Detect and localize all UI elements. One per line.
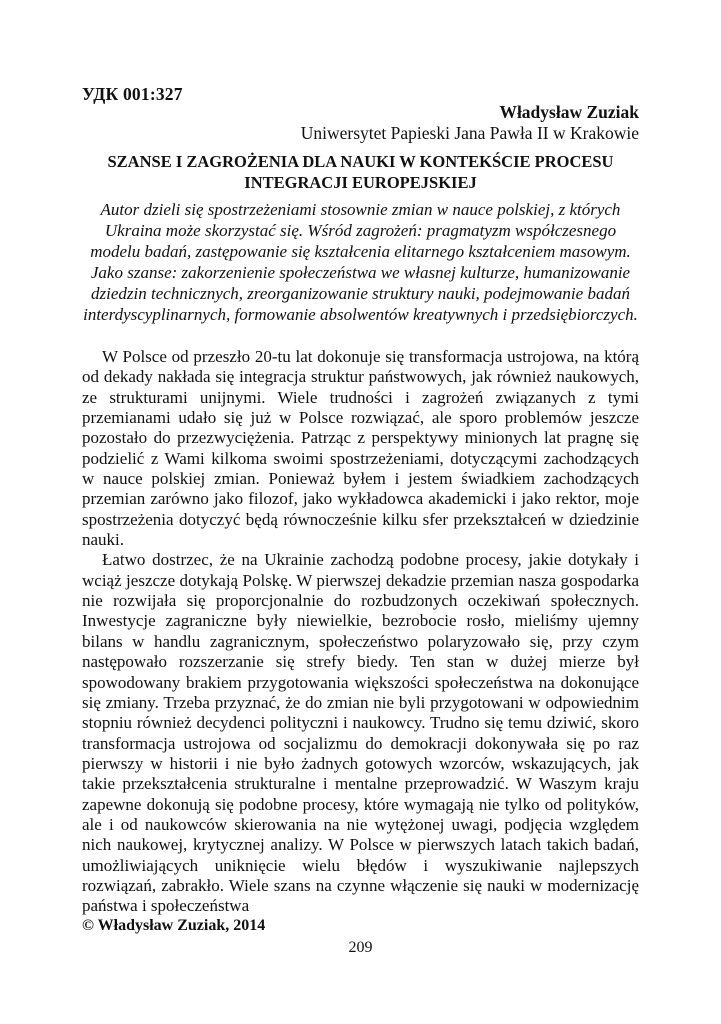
page-number: 209 (348, 939, 373, 956)
author-name: Władysław Zuziak (499, 102, 639, 122)
author-block (301, 102, 639, 144)
author-affiliation: Uniwersytet Papieski Jana Pawła II w Krakowie (300, 123, 639, 143)
udk-code: УДК 001:327 (82, 84, 183, 104)
copyright-notice: © Władysław Zuziak, 2014 (82, 917, 266, 934)
body-paragraph: Łatwo dostrzec, że na Ukrainie zachodzą podobne procesy, jakie dotykały i wciąż jeszcze dotykają Polskę. W pierwszej dekadzie przemian nasza gospodarka nie rozwijała się proporcjonalnie do rozbudzonych oczekiwań społecznych. Inwestycje zagraniczne były niewielkie, bezrobocie rosło, mieliśmy ujemny bilans w handlu zagranicznym, społeczeństwo polaryzowało się, przy czym następowało rozszerzanie się strefy biedy. Ten stan w dużej mierze był spowodowany brakiem przygotowania większości społeczeństwa na dokonujące się zmiany. Trzeba przyznać, że do zmian nie byli przygotowani w odpowiednim stopniu również decydenci polityczni i naukowcy. Trudno się temu dziwić, skoro transformacja ustrojowa od socjalizmu do demokracji dokonywała się po raz pierwszy w historii i nie było żadnych gotowych wzorców, wskazujących, jak takie przekształcenia strukturalne i mentalne przeprowadzić. W Waszym kraju zapewne dokonują się podobne procesy, które wymagają nie tylko od polityków, ale i od naukowców skierowania na nie wytężonej uwagi, podjęcia względem nich naukowej, krytycznej analizy. W Polsce w pierwszych latach takich badań, umożliwiających uniknięcie wielu błędów i wyszukiwanie najlepszych rozwiązań, zabrakło. Wiele szans na czynne włączenie się nauki w modernizację państwa i społeczeństwa (82, 550, 639, 916)
article-body (82, 347, 639, 917)
body-paragraph: W Polsce od przeszło 20-tu lat dokonuje się transformacja ustrojowa, na którą od dekady nakłada się integracja struktur państwowych, jak również naukowych, ze strukturami unijnymi. Wiele trudności i zagrożeń związanych z tymi przemianami udało się już w Polsce rozwiązać, ale sporo problemów jeszcze pozostało do przezwyciężenia. Patrząc z perspektywy minionych lat pragnę się podzielić z Wami kilkoma swoimi spostrzeżeniami, dotyczącymi zachodzących w nauce polskiej zmian. Ponieważ byłem i jestem świadkiem zachodzących przemian zarówno jako filozof, jako wykładowca akademicki i jako rektor, moje spostrzeżenia dotyczyć będą równocześnie kilku sfer przekształceń w dziedzinie nauki. (82, 347, 639, 550)
article-abstract: Autor dzieli się spostrzeżeniami stosownie zmian w nauce polskiej, z których Ukraina może skorzystać się. Wśród zagrożeń: pragmatyzm współczesnego modelu badań, zastępowanie się kształcenia elitarnego kształceniem masowym. Jako szanse: zakorzenienie społeczeństwa we własnej kulturze, humanizowanie dziedzin technicznych, zreorganizowanie struktury nauki, podejmowanie badań interdyscyplinarnych, formowanie absolwentów kreatywnych i przedsiębiorczych. (83, 200, 638, 324)
article-title: SZANSE I ZAGROŻENIA DLA NAUKI W KONTEKŚCIE PROCESU INTEGRACJI EUROPEJSKIEJ (107, 152, 614, 192)
